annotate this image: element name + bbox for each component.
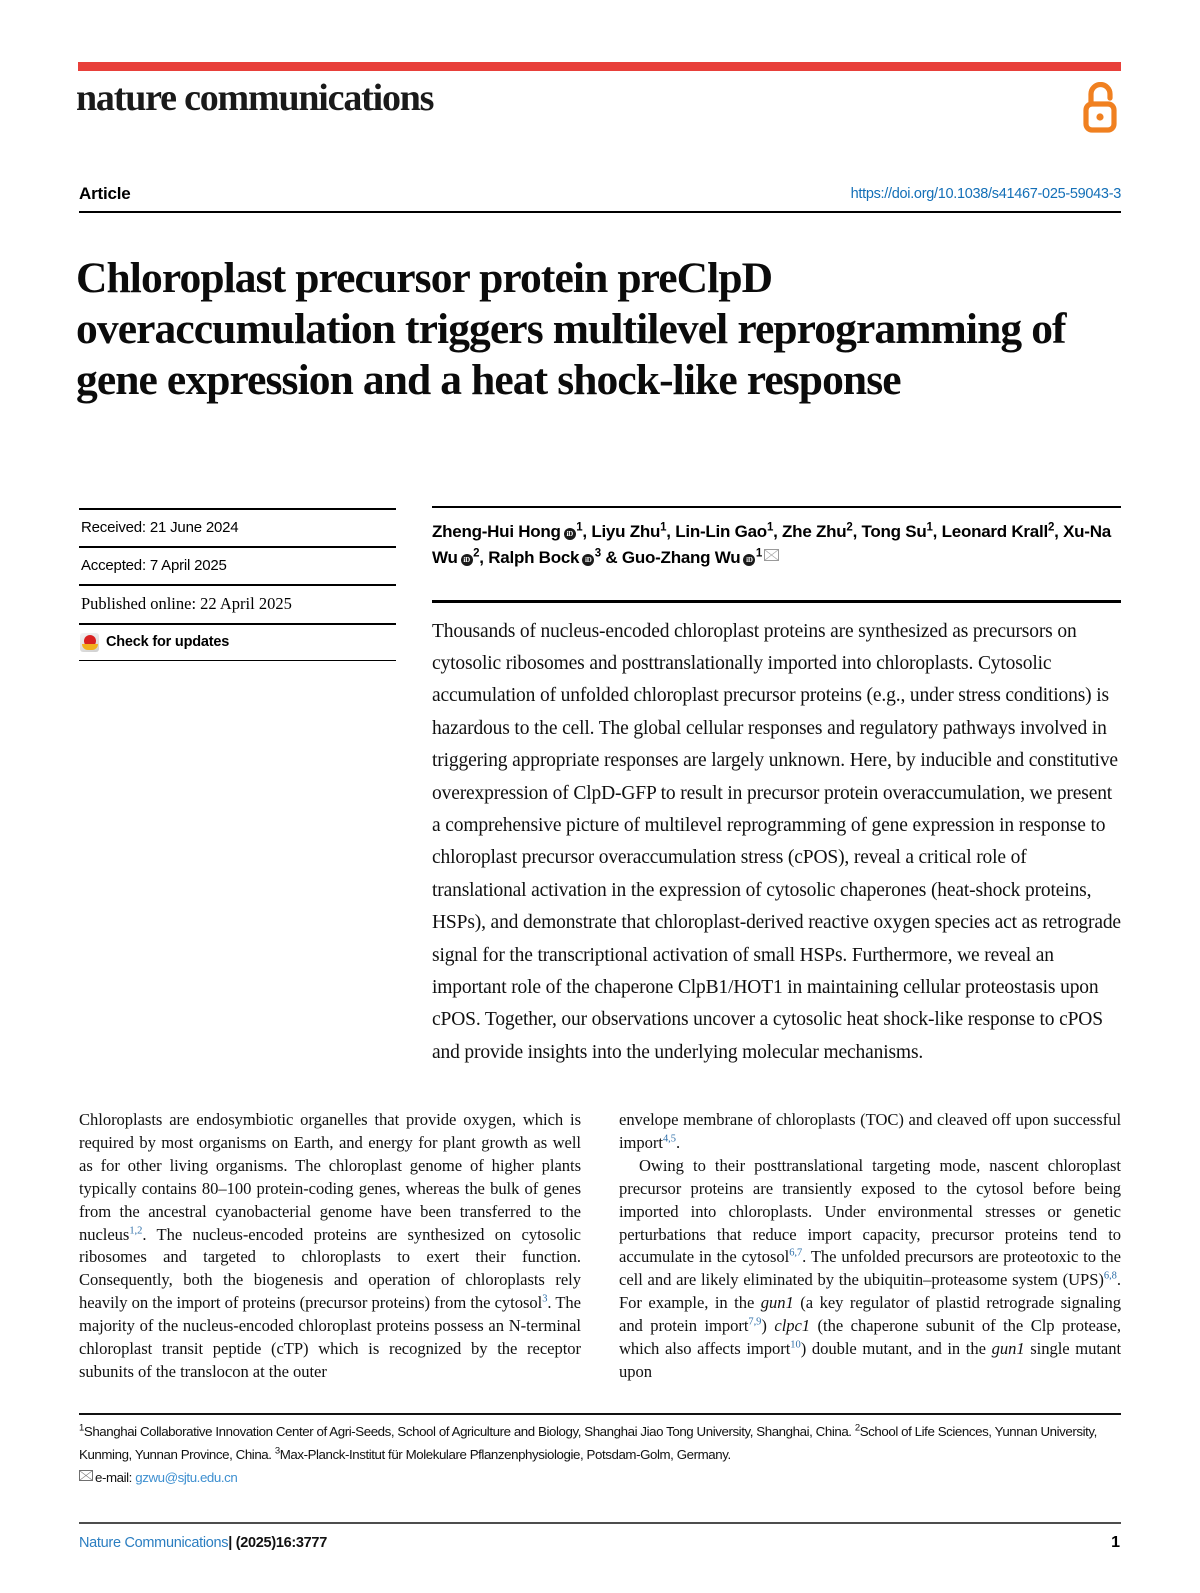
body-text: ) double mutant, and in the [800,1339,992,1359]
authors-divider [432,506,1121,508]
affiliations-text [79,1424,1097,1462]
footer-journal-name[interactable]: Nature Communications [79,1535,229,1551]
author-name[interactable]: Leonard Krall [941,522,1048,541]
affiliation-marker: 1 [576,521,583,534]
gene-name: clpc1 [774,1316,811,1336]
journal-masthead-title: nature communications [76,77,434,119]
affiliation-marker: 3 [594,547,601,560]
received-date: Received: 21 June 2024 [81,519,239,536]
citation-reference[interactable]: 7,9 [748,1316,762,1328]
author-name[interactable]: Tong Su [861,522,927,541]
affiliation-marker: 2 [854,1422,860,1434]
doi-link[interactable]: https://doi.org/10.1038/s41467-025-59043-3 [850,186,1121,202]
body-text: envelope membrane of chloroplasts (TOC) and cleaved off upon successful import [619,1110,1121,1152]
check-for-updates-button[interactable] [79,625,396,660]
affiliation-text: Max-Planck-Institut für Molekulare Pflanzenphysiologie, Potsdam-Golm, Germany. [279,1446,731,1462]
gene-name: gun1 [760,1293,794,1313]
abstract-divider [432,600,1121,603]
affiliation-marker: 1 [660,521,667,534]
body-paragraph [619,1109,1121,1155]
body-text: . [675,1132,681,1152]
affiliation-text: Shanghai Collaborative Innovation Center of Agri-Seeds, School of Agriculture and Biology, Shanghai Jiao Tong University, Shanghai, China. [83,1424,855,1439]
citation-reference[interactable]: 6,8 [1103,1270,1117,1282]
citation-reference[interactable]: 1,2 [129,1225,143,1236]
corresponding-email-line [79,1467,1125,1490]
footer-volume-page: | (2025)16:3777 [228,1535,327,1551]
author-name[interactable]: Xu-Na Wu [432,522,1111,567]
author-name[interactable]: Guo-Zhang Wu [621,548,741,567]
header-divider [79,211,1121,213]
body-text: single mutant upon [619,1339,1122,1381]
envelope-icon[interactable] [764,549,779,561]
citation-reference[interactable]: 6,7 [789,1247,803,1259]
orcid-icon[interactable]: iD [461,554,473,566]
footer-citation [79,1535,327,1551]
article-type-label: Article [79,184,131,203]
published-date: Published online: 22 April 2025 [81,594,292,613]
affiliation-marker: 2 [473,547,480,560]
accepted-date: Accepted: 7 April 2025 [81,557,227,574]
affiliation-marker: 1 [79,1422,84,1434]
meta-divider-4 [79,660,396,662]
body-text: (a key regulator of plastid retrograde signaling and protein import [619,1293,1121,1336]
affiliation-text: School of Life Sciences, Yunnan University, Kunming, Yunnan Province, China. [79,1424,1097,1462]
citation-reference[interactable]: 10 [790,1339,801,1351]
abstract-text: Thousands of nucleus-encoded chloroplast proteins are synthesized as precursors on cytosolic ribosomes and posttranslationally imported into chloroplasts. Cytosolic accumulation of unfolded chloroplast precursor proteins (e.g., under stress conditions) is hazardous to the cell. The global cellular responses and regulatory pathways involved in triggering appropriate responses are largely unknown. Here, by inducible and constitutive overexpression of ClpD-GFP to result in precursor protein overaccumulation, we present a comprehensive picture of multilevel reprogramming of gene expression in response to chloroplast precursor overaccumulation stress (cPOS), reveal a critical role of translational activation in the expression of cytosolic chaperones (heat-shock proteins, HSPs), and demonstrate that chloroplast-derived reactive oxygen species act as retrograde signal for the transcriptional activation of small HSPs. Furthermore, we reveal an important role of the chaperone ClpB1/HOT1 in maintaining cellular proteostasis upon cPOS. Together, our observations uncover a cytosolic heat shock-like response to cPOS and provide insights into the underlying molecular mechanisms. [432,620,1121,1063]
page-number: 1 [1111,1534,1120,1551]
authors-block [432,506,1121,571]
body-paragraph [619,1155,1121,1384]
page-title: Chloroplast precursor protein preClpD overaccumulation triggers multilevel reprogramming of gene expression and a heat shock-like response [76,254,1066,405]
email-link[interactable]: gzwu@sjtu.edu.cn [135,1470,238,1485]
body-text: . The majority of the nucleus-encoded chloroplast proteins possess an N-terminal chloroplast transit peptide (cTP) which is recognized by the receptor subunits of the translocon at the outer [79,1293,581,1381]
body-text: (the chaperone subunit of the Clp protease, which also affects import [619,1316,1122,1359]
footer-divider [79,1522,1121,1524]
body-columns [79,1109,1121,1384]
affiliation-marker: 3 [274,1445,280,1457]
body-text: ) [761,1316,775,1336]
body-column-right [619,1109,1121,1384]
check-for-updates-label: Check for updates [106,634,230,651]
citation-reference[interactable]: 4,5 [662,1133,676,1145]
orcid-icon[interactable]: iD [743,554,755,566]
envelope-icon [79,1470,93,1481]
body-text: Owing to their posttranslational targeting mode, nascent chloroplast precursor proteins are transiently exposed to the cytosol before being imported into chloroplasts. Under environmental stresses or genetic perturbations that reduce import capacity, precursor proteins tend to accumulate in the cytosol [619,1155,1121,1267]
abstract-block [432,600,1121,1069]
author-name[interactable]: Liyu Zhu [591,522,661,541]
crossmark-icon [80,633,99,652]
author-name[interactable]: Zheng-Hui Hong [432,522,561,541]
body-text: . The unfolded precursors are proteotoxic to the cell and are likely eliminated by the ubiquitin–proteasome system (UPS) [619,1247,1121,1290]
affiliations-block [79,1421,1125,1490]
affiliation-marker: 2 [1047,521,1055,534]
body-column-left [79,1109,581,1384]
open-access-lock-icon [1078,82,1122,134]
body-paragraph [79,1109,581,1384]
author-name[interactable]: Lin-Lin Gao [675,522,767,541]
email-label: e-mail: [95,1470,136,1485]
affiliation-marker: 2 [846,521,853,534]
author-name[interactable]: Ralph Bock [488,548,580,567]
body-text: . For example, in the [619,1270,1121,1313]
author-name[interactable]: Zhe Zhu [782,522,847,541]
affiliation-marker: 1 [766,521,774,534]
affiliation-marker: 1 [755,547,763,560]
orcid-icon[interactable]: iD [564,528,576,540]
body-text: . The nucleus-encoded proteins are synthesized on cytosolic ribosomes and targeted to chloroplasts to exert their function. Consequently, both the biogenesis and operation of chloroplasts rely heavily on the import of proteins (precursor proteins) from the cytosol [79,1224,581,1313]
gene-name: gun1 [991,1339,1025,1359]
orcid-icon[interactable]: iD [582,554,594,566]
body-text: Chloroplasts are endosymbiotic organelles that provide oxygen, which is required by most organisms on Earth, and energy for plant growth as well as for other living organisms. The chloroplast genome of higher plants typically contains 80–100 protein-coding genes, whereas the bulk of genes from the ancestral cyanobacterial genome have been transferred to the nucleus [79,1110,581,1244]
citation-reference[interactable]: 3 [542,1293,548,1305]
affiliations-divider [79,1413,1121,1415]
author-list: Zheng-Hui Hong $iD^1$, Liyu Zhu$^1$, Lin-Lin Gao$^1$, Zhe Zhu$^2$, Tong Su$^1$, Leonard Krall$^2$, Xu-Na Wu $iD^2$, Ralph Bock $iD^3$ & Guo-Zhang Wu $iD^1$ [432,521,1111,567]
masthead-red-bar [78,62,1121,71]
publication-dates-panel [79,508,396,661]
affiliation-marker: 1 [926,521,933,534]
